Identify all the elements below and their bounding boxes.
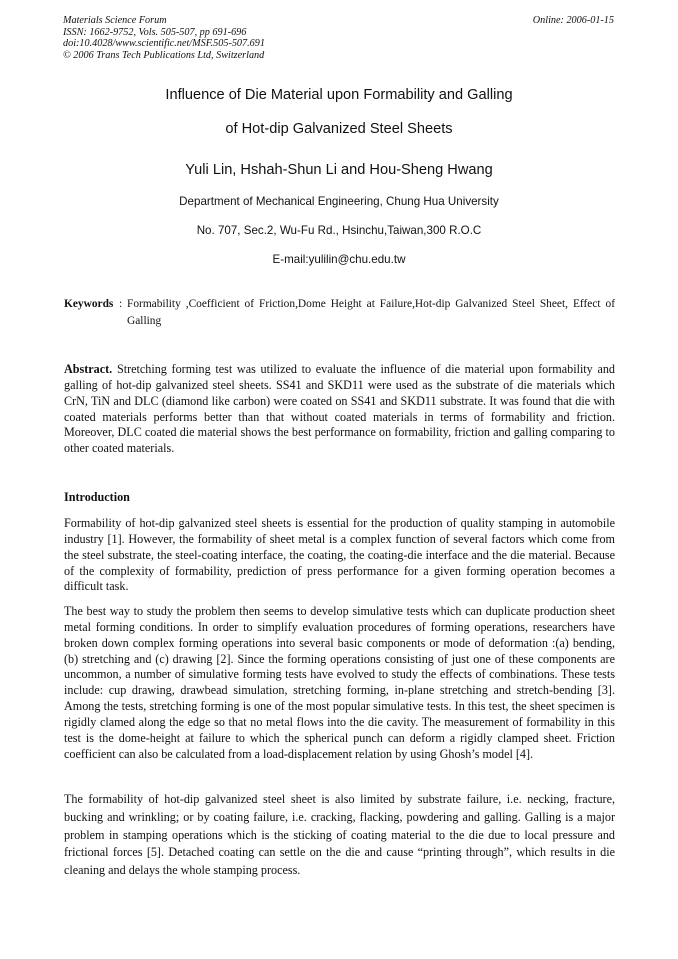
- affiliation-address: No. 707, Sec.2, Wu-Fu Rd., Hsinchu,Taiwan,300 R.O.C: [196, 224, 482, 237]
- keywords-text: Formability ,Coefficient of Friction,Dome Height at Failure,Hot-dip Galvanized Steel Sheet, Effect of Galling: [127, 298, 615, 327]
- introduction-paragraph-1: Formability of hot-dip galvanized steel sheets is essential for the production of quality stamping in automobile industry [1]. However, the formability of sheet metal is a complex function of several factors which come from the steel substrate, the steel-coating interface, the coating, the coating-die interface and the die material. Because of the complexity of formability, prediction of press performance for a given forming operation becomes a difficult task.: [64, 516, 615, 594]
- introduction-paragraph-3: The formability of hot-dip galvanized steel sheet is also limited by substrate failure, i.e. necking, fracture, bucking and wrinkling; or by coating failure, i.e. cracking, flacking, powdering and galling. Galling is a major problem in stamping operations which is the sticking of coating material to the die due to local pressure and frictional forces [5]. Detached coating can settle on the die and cause “printing through”, which results in die cleaning and delays the whole stamping process.: [64, 792, 615, 878]
- keywords-colon: :: [119, 298, 123, 310]
- keywords-label: Keywords: [64, 298, 114, 310]
- introduction-heading: Introduction: [64, 490, 130, 504]
- paper-title-line-1: Influence of Die Material upon Formability and Galling: [165, 87, 513, 103]
- doi-line[interactable]: doi:10.4028/www.scientific.net/MSF.505-507.691: [63, 38, 265, 50]
- introduction-paragraph-2: The best way to study the problem then seems to develop simulative tests which can duplicate production sheet metal forming conditions. In order to simplify evaluation procedures of forming operations, researchers have broken down complex forming operations into several basic components or mode of deformation :(a) bending, (b) stretching and (c) drawing [2]. Since the forming operations consisting of just one of these components are uncommon, a number of simulative forming tests have evolved to study the effects of combinations. These tests include: cup drawing, drawbead simulation, stretching forming, in-plane stretching and stretch-bending [3]. Among the tests, stretching forming is one of the most popular simulative tests. In this test, the sheet specimen is rigidly clamed along the edge so that no metal flows into the die cavity. The measurement of formability in this test is the dome-height at failure to which the spherical punch can deform a rigidly clamped sheet. Friction coefficient can also be calculated from a load-displacement relation by using Ghosh’s model [4].: [64, 604, 615, 761]
- publication-header: [63, 15, 265, 61]
- author-email[interactable]: E-mail:yulilin@chu.edu.tw: [272, 253, 406, 266]
- abstract-text: Stretching forming test was utilized to evaluate the influence of die material upon formability and galling of hot-dip galvanized steel sheets. SS41 and SKD11 were used as the substrate of die materials which CrN, TiN and DLC (diamond like carbon) were coated on SS41 and SKD11 substrate. It was found that die with coated materials performs better than that without coated materials in terms of formability and friction. Moreover, DLC coated die material shows the best performance on formability, friction and galling comparing to other coated materials.: [64, 362, 615, 456]
- paper-title-line-2: of Hot-dip Galvanized Steel Sheets: [225, 121, 453, 137]
- keywords-block: [64, 296, 615, 330]
- affiliation-department: Department of Mechanical Engineering, Chung Hua University: [179, 195, 499, 208]
- copyright-line: © 2006 Trans Tech Publications Ltd, Switzerland: [63, 49, 265, 61]
- online-date: Online: 2006-01-15: [532, 15, 614, 26]
- abstract-paragraph: [64, 362, 615, 457]
- issn-line: ISSN: 1662-9752, Vols. 505-507, pp 691-696: [63, 26, 247, 38]
- journal-name: Materials Science Forum: [63, 15, 167, 26]
- authors: Yuli Lin, Hshah-Shun Li and Hou-Sheng Hwang: [185, 162, 493, 178]
- abstract-label: Abstract.: [64, 362, 113, 376]
